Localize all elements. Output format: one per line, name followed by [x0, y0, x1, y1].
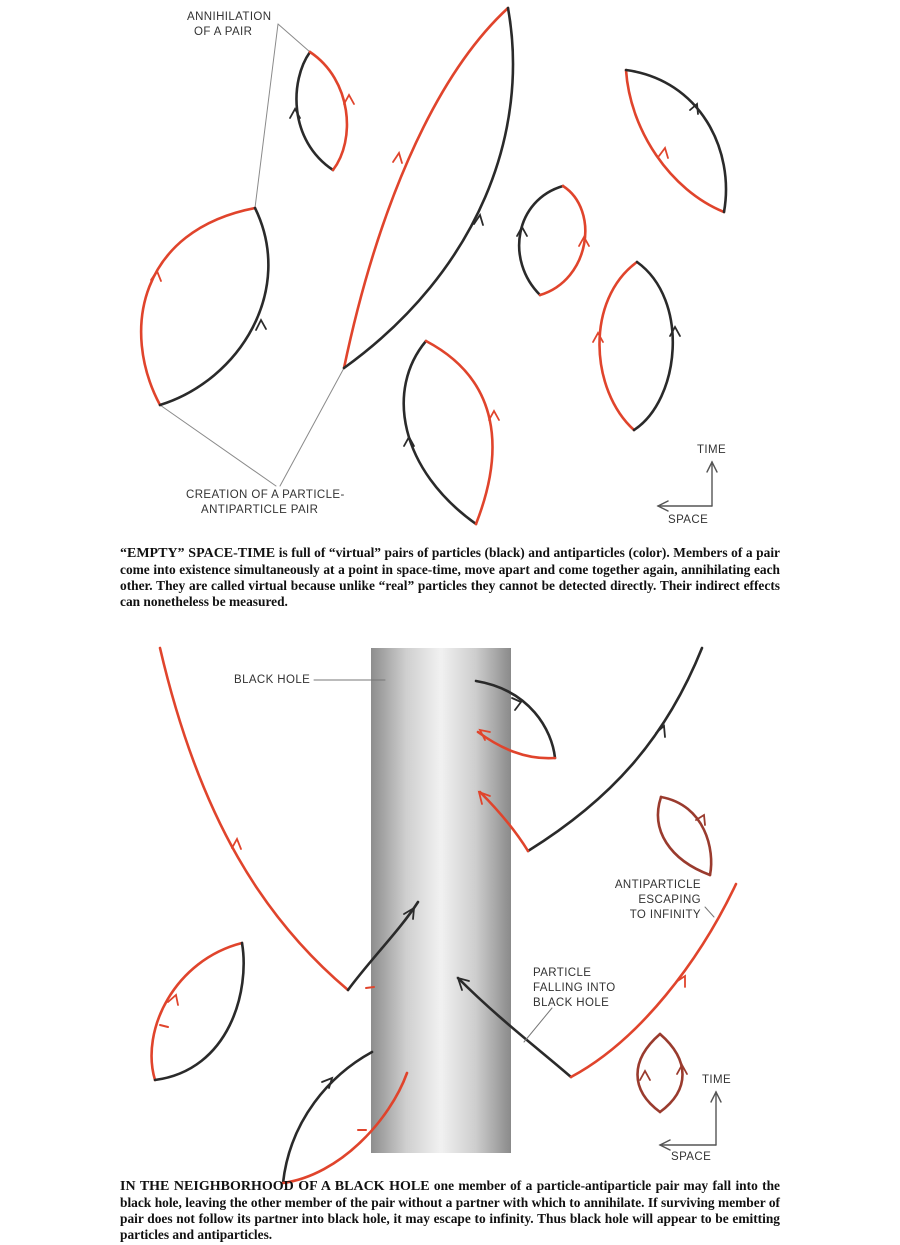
bottom-caption-body: one member of a particle-antiparticle pair may fall into the black hole, leaving the other member of the pair without a partner with which to annihilate. If surviving member of pair does not follow its partner into black hole, it may escape to infinity. Thus black hole will appear to be emitting particles and antiparticles.: [120, 1178, 780, 1242]
black-hole-column: [371, 648, 511, 1153]
antiparticle-label-line3: TO INFINITY: [629, 909, 701, 921]
bottom-caption: [120, 1178, 780, 1243]
virtual-pair-a: [290, 52, 354, 170]
virtual-pair-g: [593, 262, 680, 430]
particle-label-line2: FALLING INTO: [533, 982, 616, 994]
annihilation-label-line1: ANNIHILATION: [187, 11, 272, 23]
virtual-pair-d: [404, 341, 499, 524]
virtual-pair-dark-upper: [658, 797, 711, 875]
antiparticle-label-line2: ESCAPING: [638, 894, 701, 906]
creation-label-line2: ANTIPARTICLE PAIR: [201, 504, 319, 516]
particle-label-line1: PARTICLE: [533, 967, 592, 979]
space-axis-label-top: SPACE: [668, 514, 709, 526]
bottom-caption-lead: IN THE NEIGHBORHOOD OF A BLACK HOLE: [120, 1179, 430, 1194]
virtual-pair-b: [141, 208, 268, 405]
virtual-pair-dark-lower: [638, 1034, 688, 1112]
antiparticle-label-line1: ANTIPARTICLE: [614, 879, 701, 891]
annihilation-label-line2: OF A PAIR: [194, 26, 253, 38]
virtual-pair-f: [626, 70, 726, 212]
axes-top: [658, 462, 717, 511]
creation-label-line1: CREATION OF A PARTICLE-: [186, 489, 345, 501]
escaping-arc-upper: [479, 648, 702, 851]
top-diagram: [141, 8, 726, 524]
particle-label-line3: BLACK HOLE: [533, 997, 610, 1009]
top-caption-lead: “EMPTY” SPACE-TIME: [120, 546, 276, 561]
top-caption: [120, 545, 780, 610]
virtual-pair-c: [344, 8, 513, 368]
top-caption-body: is full of “virtual” pairs of particles (black) and antiparticles (color). Members of a pair come into existence simultaneously at a point in space-time, move apart and come together again, annihilating each other. They are called virtual because unlike “real” particles they cannot be detected directly. Their indirect effects can nonetheless be measured.: [120, 545, 780, 609]
time-axis-label-bottom: TIME: [702, 1074, 732, 1086]
virtual-pair-left-lower: [152, 943, 244, 1080]
time-axis-label-top: TIME: [697, 444, 727, 456]
black-hole-label: BLACK HOLE: [234, 674, 311, 686]
axes-bottom: [660, 1092, 721, 1150]
leader-lines: [160, 24, 344, 486]
space-axis-label-bottom: SPACE: [671, 1151, 712, 1163]
virtual-pair-e: [517, 186, 589, 295]
